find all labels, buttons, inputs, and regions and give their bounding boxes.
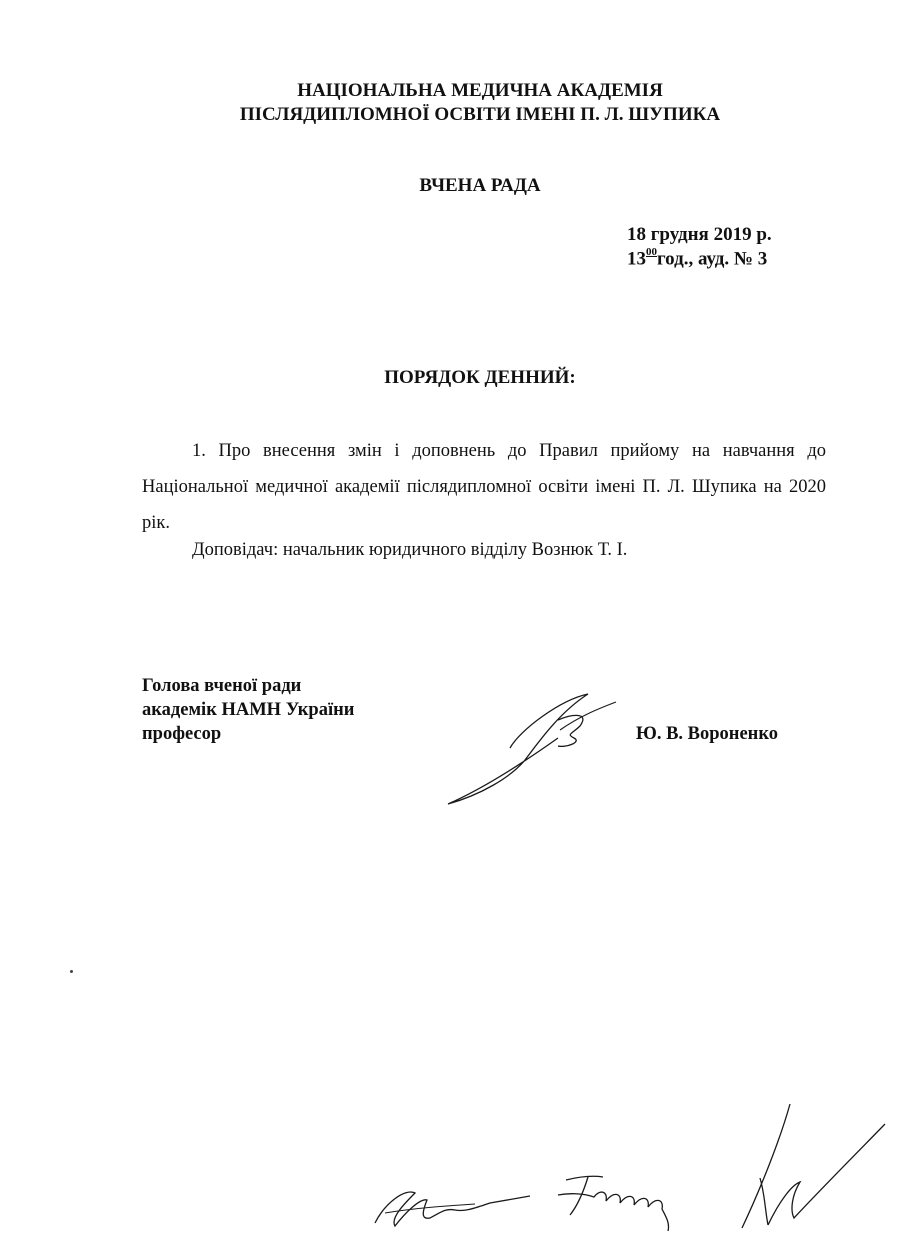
meeting-date: 18 грудня 2019 р. bbox=[627, 224, 772, 245]
agenda-title: ПОРЯДОК ДЕННИЙ: bbox=[384, 367, 576, 388]
time-room: год., ауд. № 3 bbox=[657, 248, 768, 270]
agenda-item bbox=[142, 433, 826, 541]
signer-name: Ю. В. Вороненко bbox=[636, 724, 778, 744]
time-hour: 13 bbox=[627, 248, 646, 270]
council-title: ВЧЕНА РАДА bbox=[419, 175, 541, 196]
institution-name-line1: НАЦІОНАЛЬНА МЕДИЧНА АКАДЕМІЯ bbox=[297, 80, 663, 101]
agenda-item-number: 1. bbox=[192, 441, 206, 461]
initial-signature-1 bbox=[365, 1168, 535, 1233]
initial-signature-2 bbox=[548, 1165, 698, 1235]
signer-position-line1: Голова вченої ради bbox=[142, 676, 302, 696]
chairman-signature bbox=[440, 690, 620, 810]
time-minutes: 00 bbox=[646, 246, 657, 258]
agenda-item-text: Про внесення змін і доповнень до Правил прийому на навчання до Національної медичної академії післядипломної освіти імені П. Л. Шупика на 2020 рік. bbox=[142, 441, 826, 533]
signer-position-line3: професор bbox=[142, 724, 222, 744]
meeting-time bbox=[627, 248, 767, 270]
speaker-line: Доповідач: начальник юридичного відділу Вознюк Т. І. bbox=[192, 540, 628, 560]
signer-position-line2: академік НАМН України bbox=[142, 700, 355, 720]
initial-signature-3 bbox=[730, 1100, 890, 1235]
scan-speck bbox=[70, 970, 73, 973]
institution-name-line2: ПІСЛЯДИПЛОМНОЇ ОСВІТИ ІМЕНІ П. Л. ШУПИКА bbox=[239, 104, 721, 125]
